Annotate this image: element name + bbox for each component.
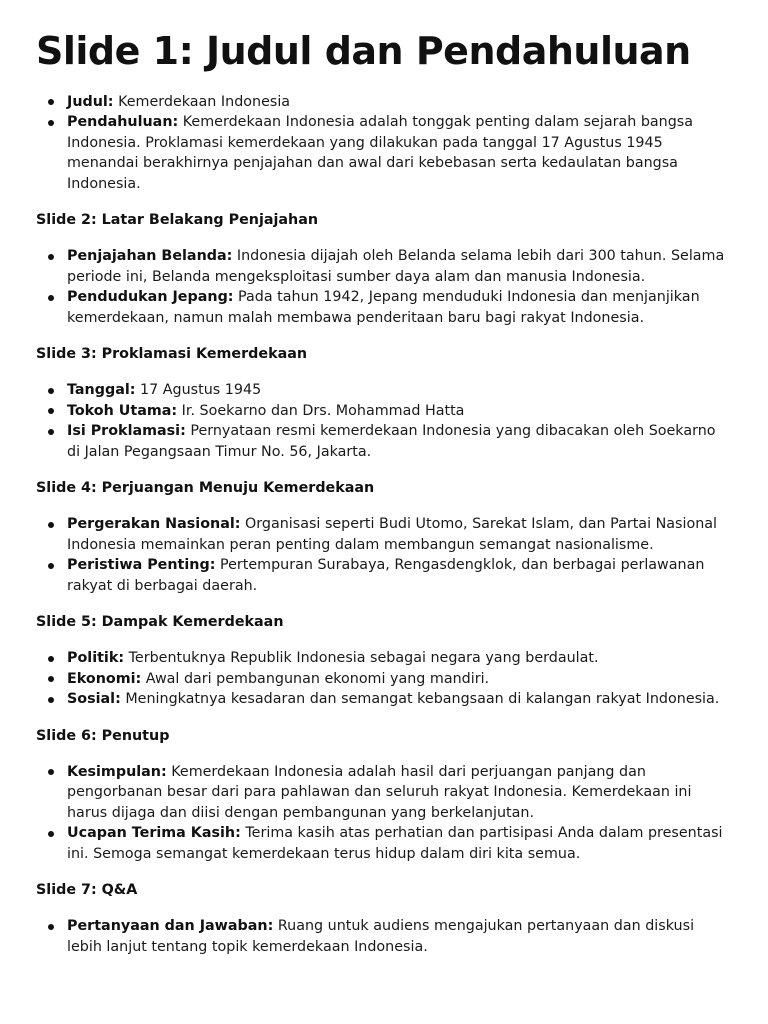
slide6-list [36,762,732,865]
item-text: 17 Agustus 1945 [135,382,262,399]
slide4-list [36,514,732,596]
item-label: Penjajahan Belanda: [67,248,233,265]
item-text: Awal dari pembangunan ekonomi yang mandiri. [141,670,490,687]
page-title: Slide 1: Judul dan Pendahuluan [36,29,691,73]
item-text: Meningkatnya kesadaran dan semangat kebangsaan di kalangan rakyat Indonesia. [120,691,720,708]
item-label: Pergerakan Nasional: [67,516,241,533]
list-item [36,112,732,194]
slide2-list [36,246,732,328]
list-item [36,555,732,596]
list-item [36,669,732,690]
slide2-heading: Slide 2: Latar Belakang Penjajahan [36,212,319,229]
item-label: Tanggal: [67,382,136,399]
slide5-list [36,648,732,710]
item-text: Kemerdekaan Indonesia adalah hasil dari perjuangan panjang dan pengorbanan besar dari para pahlawan dan seluruh rakyat Indonesia. Kemerdekaan ini harus dijaga dan diisi dengan pembangunan yang berkelanjutan. [67,763,692,821]
item-text: Kemerdekaan Indonesia [113,93,291,110]
item-label: Kesimpulan: [67,763,167,780]
item-text: Organisasi seperti Budi Utomo, Sarekat Islam, dan Partai Nasional Indonesia memainkan peran penting dalam membangun semangat nasionalisme. [67,516,718,553]
list-item [36,421,732,462]
slide3-heading: Slide 3: Proklamasi Kemerdekaan [36,346,308,363]
item-label: Isi Proklamasi: [67,423,186,440]
item-label: Peristiwa Penting: [67,557,216,574]
item-label: Sosial: [67,691,121,708]
item-text: Terima kasih atas perhatian dan partisipasi Anda dalam presentasi ini. Semoga semangat kemerdekaan terus hidup dalam diri kita semua. [67,825,723,862]
item-label: Pendahuluan: [67,114,179,131]
item-text: Ruang untuk audiens mengajukan pertanyaan dan diskusi lebih lanjut tentang topik kemerdekaan Indonesia. [67,918,695,955]
slide6-heading: Slide 6: Penutup [36,727,170,744]
item-label: Ekonomi: [67,670,142,687]
list-item [36,246,732,287]
item-label: Ucapan Terima Kasih: [67,825,241,842]
list-item [36,380,732,401]
item-text: Pernyataan resmi kemerdekaan Indonesia yang dibacakan oleh Soekarno di Jalan Pegangsaan Timur No. 56, Jakarta. [67,423,716,460]
list-item [36,514,732,555]
list-item [36,92,732,113]
item-label: Tokoh Utama: [67,402,178,419]
slide5-heading: Slide 5: Dampak Kemerdekaan [36,614,284,631]
slide4-heading: Slide 4: Perjuangan Menuju Kemerdekaan [36,480,375,497]
list-item [36,287,732,328]
slide7-list [36,916,732,957]
list-item [36,689,732,710]
list-item [36,401,732,422]
item-text: Pertempuran Surabaya, Rengasdengklok, dan berbagai perlawanan rakyat di berbagai daerah. [67,557,705,594]
list-item [36,823,732,864]
item-text: Pada tahun 1942, Jepang menduduki Indonesia dan menjanjikan kemerdekaan, namun malah membawa penderitaan baru bagi rakyat Indonesia. [67,289,700,326]
item-label: Politik: [67,650,125,667]
slide7-heading: Slide 7: Q&A [36,882,138,899]
item-text: Kemerdekaan Indonesia adalah tonggak penting dalam sejarah bangsa Indonesia. Proklamasi kemerdekaan yang dilakukan pada tanggal 17 Agustus 1945 menandai berakhirnya penjajahan dan awal dari kebebasan serta kedaulatan bangsa Indonesia. [67,114,694,192]
list-item [36,762,732,824]
item-label: Pertanyaan dan Jawaban: [67,918,274,935]
item-label: Pendudukan Jepang: [67,289,234,306]
item-text: Terbentuknya Republik Indonesia sebagai negara yang berdaulat. [124,650,599,667]
item-text: Indonesia dijajah oleh Belanda selama lebih dari 300 tahun. Selama periode ini, Belanda mengeksploitasi sumber daya alam dan manusia Indonesia. [67,248,725,285]
slide3-list [36,380,732,462]
item-label: Judul: [67,93,114,110]
list-item [36,648,732,669]
item-text: Ir. Soekarno dan Drs. Mohammad Hatta [177,402,465,419]
slide1-list [36,92,732,195]
list-item [36,916,732,957]
